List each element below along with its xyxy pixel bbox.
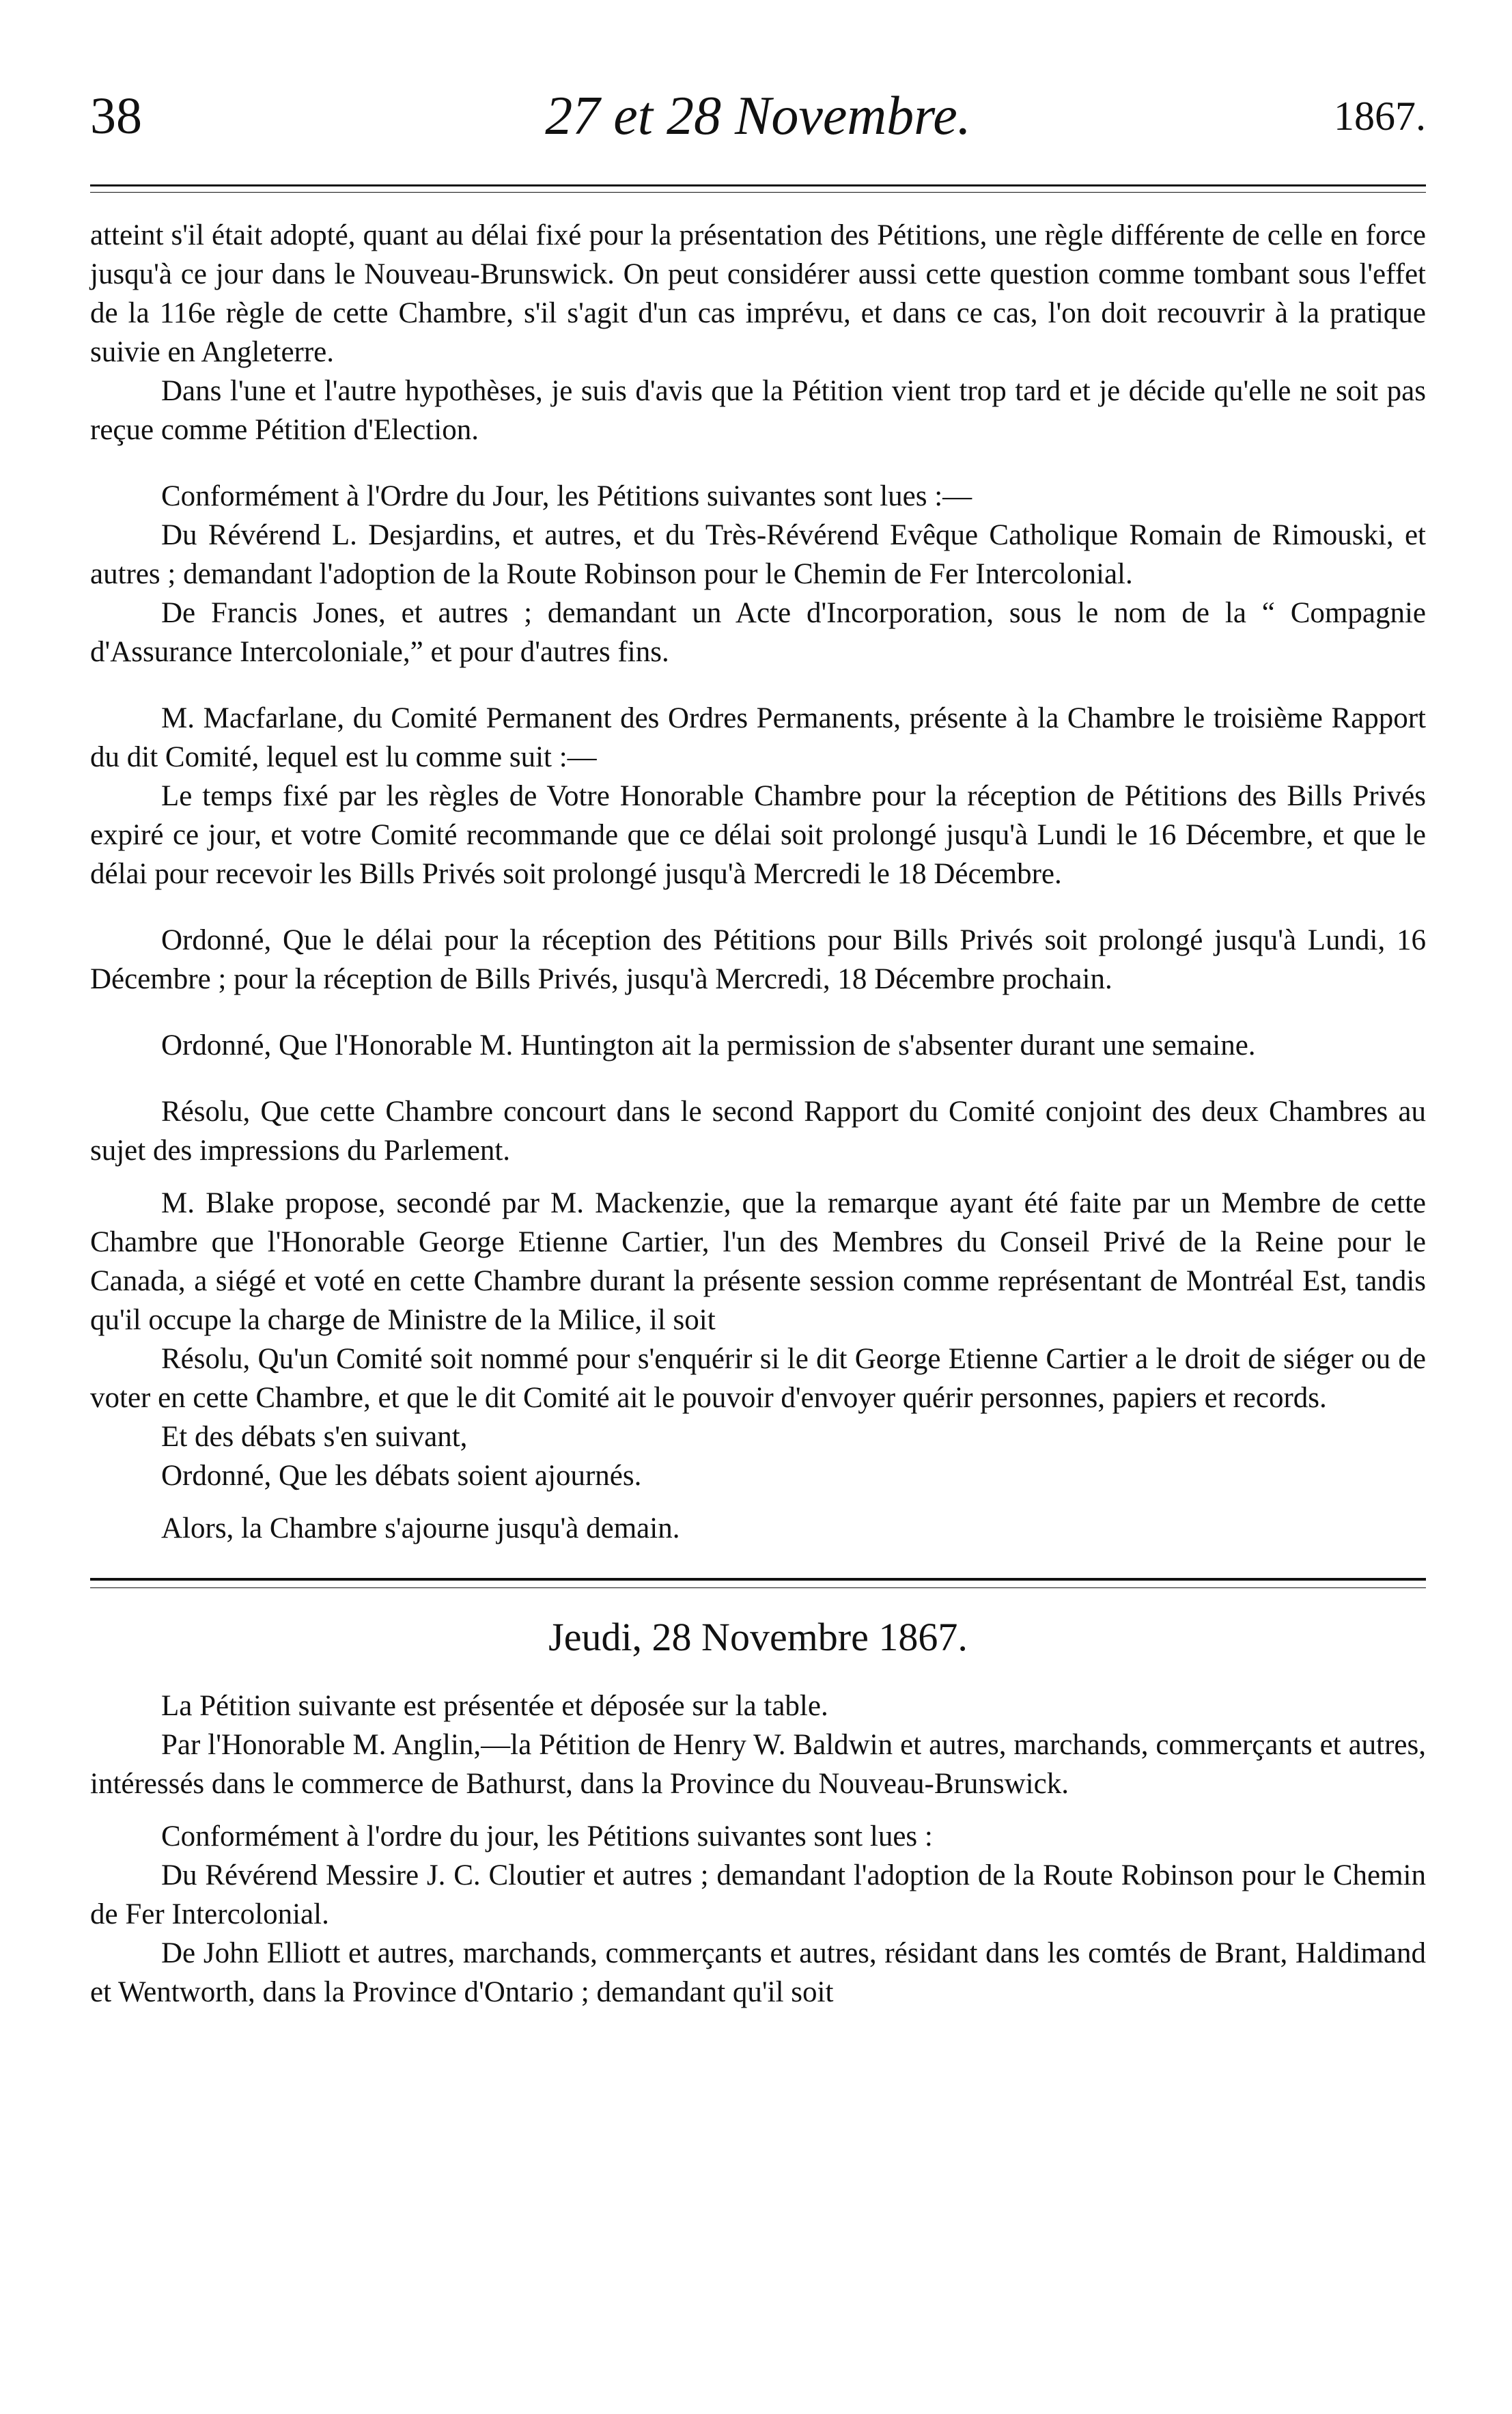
paragraph-19: Du Révérend Messire J. C. Cloutier et autres ; demandant l'adoption de la Route Robinson pour le Chemin de Fer Intercolonial. — [90, 1859, 1426, 1930]
paragraph-8: Ordonné, Que le délai pour la réception des Pétitions pour Bills Privés soit prolongé jusqu'à Lundi, 16 Décembre ; pour la réception de Bills Privés, jusqu'à Mercredi, 18 Décembre prochain. — [90, 924, 1426, 995]
section-november-27 — [90, 216, 1426, 1548]
paragraph-5: De Francis Jones, et autres ; demandant un Acte d'Incorporation, sous le nom de la “ Compagnie d'Assurance Intercoloniale,” et pour d'autres fins. — [90, 597, 1426, 668]
paragraph-9: Ordonné, Que l'Honorable M. Huntington ait la permission de s'absenter durant une semaine. — [161, 1029, 1256, 1062]
paragraph-17: Par l'Honorable M. Anglin,—la Pétition de Henry W. Baldwin et autres, marchands, commerçants et autres, intéressés dans le commerce de Bathurst, dans la Province du Nouveau-Brunswick. — [90, 1729, 1426, 1800]
section-rule — [90, 1578, 1426, 1588]
page-header — [90, 82, 1426, 157]
header-year: 1867. — [1334, 94, 1426, 139]
journal-page — [90, 82, 1426, 2012]
paragraph-1: atteint s'il était adopté, quant au délai fixé pour la présentation des Pétitions, une règle différente de celle en force jusqu'à ce jour dans le Nouveau-Brunswick. On peut considérer aussi cette question comme tombant sous l'effet de la 116e règle de cette Chambre, s'il s'agit d'un cas imprévu, et dans ce cas, l'on doit recouvrir à la pratique suivie en Angleterre. — [90, 219, 1426, 368]
paragraph-20: De John Elliott et autres, marchands, commerçants et autres, résidant dans les comtés de Brant, Haldimand et Wentworth, dans la Province d'Ontario ; demandant qu'il soit — [90, 1937, 1426, 2008]
paragraph-16: La Pétition suivante est présentée et déposée sur la table. — [161, 1690, 828, 1722]
section-november-28 — [90, 1687, 1426, 2012]
paragraph-2: Dans l'une et l'autre hypothèses, je suis d'avis que la Pétition vient trop tard et je décide qu'elle ne soit pas reçue comme Pétition d'Election. — [90, 375, 1426, 446]
paragraph-14: Ordonné, Que les débats soient ajournés. — [161, 1460, 642, 1492]
paragraph-6: M. Macfarlane, du Comité Permanent des Ordres Permanents, présente à la Chambre le troisième Rapport du dit Comité, lequel est lu comme suit :— — [90, 702, 1426, 773]
paragraph-13: Et des débats s'en suivant, — [161, 1421, 468, 1453]
paragraph-11: M. Blake propose, secondé par M. Mackenzie, que la remarque ayant été faite par un Membre de cette Chambre que l'Honorable George Etienne Cartier, l'un des Membres du Conseil Privé de la Reine pour le Canada, a siégé et voté en cette Chambre durant la présente session comme représentant de Montréal Est, tandis qu'il occupe la charge de Ministre de la Milice, il soit — [90, 1187, 1426, 1336]
paragraph-18: Conformément à l'ordre du jour, les Pétitions suivantes sont lues : — [161, 1820, 933, 1853]
paragraph-3: Conformément à l'Ordre du Jour, les Pétitions suivantes sont lues :— — [161, 480, 972, 512]
page-number: 38 — [90, 87, 142, 145]
section-heading: Jeudi, 28 Novembre 1867. — [548, 1615, 968, 1659]
paragraph-10: Résolu, Que cette Chambre concourt dans le second Rapport du Comité conjoint des deux Chambres au sujet des impressions du Parlement. — [90, 1096, 1426, 1167]
paragraph-12: Résolu, Qu'un Comité soit nommé pour s'enquérir si le dit George Etienne Cartier a le droit de siéger ou de voter en cette Chambre, et que le dit Comité ait le pouvoir d'envoyer quérir personnes, papiers et records. — [90, 1343, 1426, 1414]
header-rule — [90, 184, 1426, 193]
paragraph-15: Alors, la Chambre s'ajourne jusqu'à demain. — [161, 1512, 680, 1544]
paragraph-7: Le temps fixé par les règles de Votre Honorable Chambre pour la réception de Pétitions des Bills Privés expiré ce jour, et votre Comité recommande que ce délai soit prolongé jusqu'à Lundi le 16 Décembre, et que le délai pour recevoir les Bills Privés soit prolongé jusqu'à Mercredi le 18 Décembre. — [90, 780, 1426, 890]
paragraph-4: Du Révérend L. Desjardins, et autres, et du Très-Révérend Evêque Catholique Romain de Rimouski, et autres ; demandant l'adoption de la Route Robinson pour le Chemin de Fer Intercolonial. — [90, 519, 1426, 590]
page-title: 27 et 28 Novembre. — [545, 86, 971, 146]
